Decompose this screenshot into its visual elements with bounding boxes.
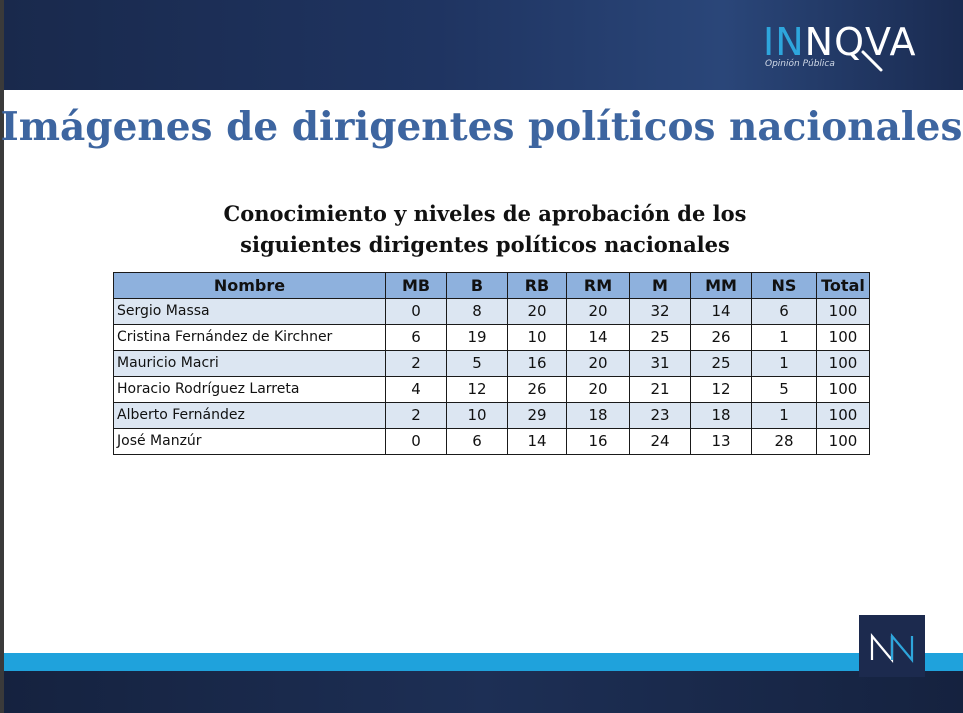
table-row [114,351,870,377]
page-title: Imágenes de dirigentes políticos nacionales [0,104,963,150]
cell-mm: 13 [691,429,752,455]
cell-ns: 1 [752,325,817,351]
table-row [114,403,870,429]
table-header-row [114,273,870,299]
cell-rb: 16 [508,351,567,377]
cell-rm: 18 [567,403,630,429]
cell-name: Cristina Fernández de Kirchner [114,325,386,351]
cell-name: Sergio Massa [114,299,386,325]
cell-m: 32 [630,299,691,325]
cell-b: 10 [447,403,508,429]
table-row [114,325,870,351]
col-header-b: B [447,273,508,299]
cell-ns: 6 [752,299,817,325]
table-row [114,299,870,325]
cell-name: José Manzúr [114,429,386,455]
table-caption [150,198,820,260]
cell-total: 100 [817,377,870,403]
cell-mm: 18 [691,403,752,429]
footer-navy-band [4,671,963,713]
col-header-m: M [630,273,691,299]
logo-wordmark: INNQVA [763,20,917,64]
cell-rb: 14 [508,429,567,455]
cell-mm: 25 [691,351,752,377]
table-row [114,429,870,455]
logo-tagline: Opinión Pública [765,59,835,69]
cell-b: 6 [447,429,508,455]
cell-mb: 0 [386,429,447,455]
col-header-rm: RM [567,273,630,299]
cell-name: Horacio Rodríguez Larreta [114,377,386,403]
caption-line-2: siguientes dirigentes políticos nacionales [240,232,730,257]
cell-m: 25 [630,325,691,351]
cell-total: 100 [817,325,870,351]
cell-total: 100 [817,403,870,429]
cell-rb: 10 [508,325,567,351]
cell-b: 8 [447,299,508,325]
col-header-total: Total [817,273,870,299]
innova-logo [763,20,925,72]
header-band [4,0,963,90]
cell-rm: 20 [567,299,630,325]
cell-ns: 1 [752,351,817,377]
cell-rb: 26 [508,377,567,403]
cell-mb: 4 [386,377,447,403]
cell-mb: 2 [386,403,447,429]
table-row [114,377,870,403]
cell-mb: 6 [386,325,447,351]
cell-mm: 26 [691,325,752,351]
cell-mm: 14 [691,299,752,325]
cell-mb: 0 [386,299,447,325]
caption-line-1: Conocimiento y niveles de aprobación de los [223,201,747,226]
nn-monogram-badge [859,615,925,677]
cell-rb: 20 [508,299,567,325]
cell-mb: 2 [386,351,447,377]
col-header-nombre: Nombre [114,273,386,299]
col-header-mm: MM [691,273,752,299]
cell-name: Mauricio Macri [114,351,386,377]
cell-rm: 16 [567,429,630,455]
col-header-ns: NS [752,273,817,299]
approval-table [113,272,870,455]
col-header-mb: MB [386,273,447,299]
cell-m: 21 [630,377,691,403]
cell-ns: 5 [752,377,817,403]
cell-rm: 20 [567,351,630,377]
cell-m: 31 [630,351,691,377]
cell-m: 24 [630,429,691,455]
cell-b: 19 [447,325,508,351]
cell-rm: 20 [567,377,630,403]
cell-name: Alberto Fernández [114,403,386,429]
cell-b: 12 [447,377,508,403]
cell-ns: 1 [752,403,817,429]
cell-total: 100 [817,351,870,377]
cell-ns: 28 [752,429,817,455]
magnifier-icon [859,48,889,78]
cell-mm: 12 [691,377,752,403]
col-header-rb: RB [508,273,567,299]
cell-total: 100 [817,429,870,455]
cell-rm: 14 [567,325,630,351]
cell-m: 23 [630,403,691,429]
cell-b: 5 [447,351,508,377]
footer-cyan-band [4,653,963,671]
nn-monogram-icon [859,615,925,677]
cell-total: 100 [817,299,870,325]
cell-rb: 29 [508,403,567,429]
